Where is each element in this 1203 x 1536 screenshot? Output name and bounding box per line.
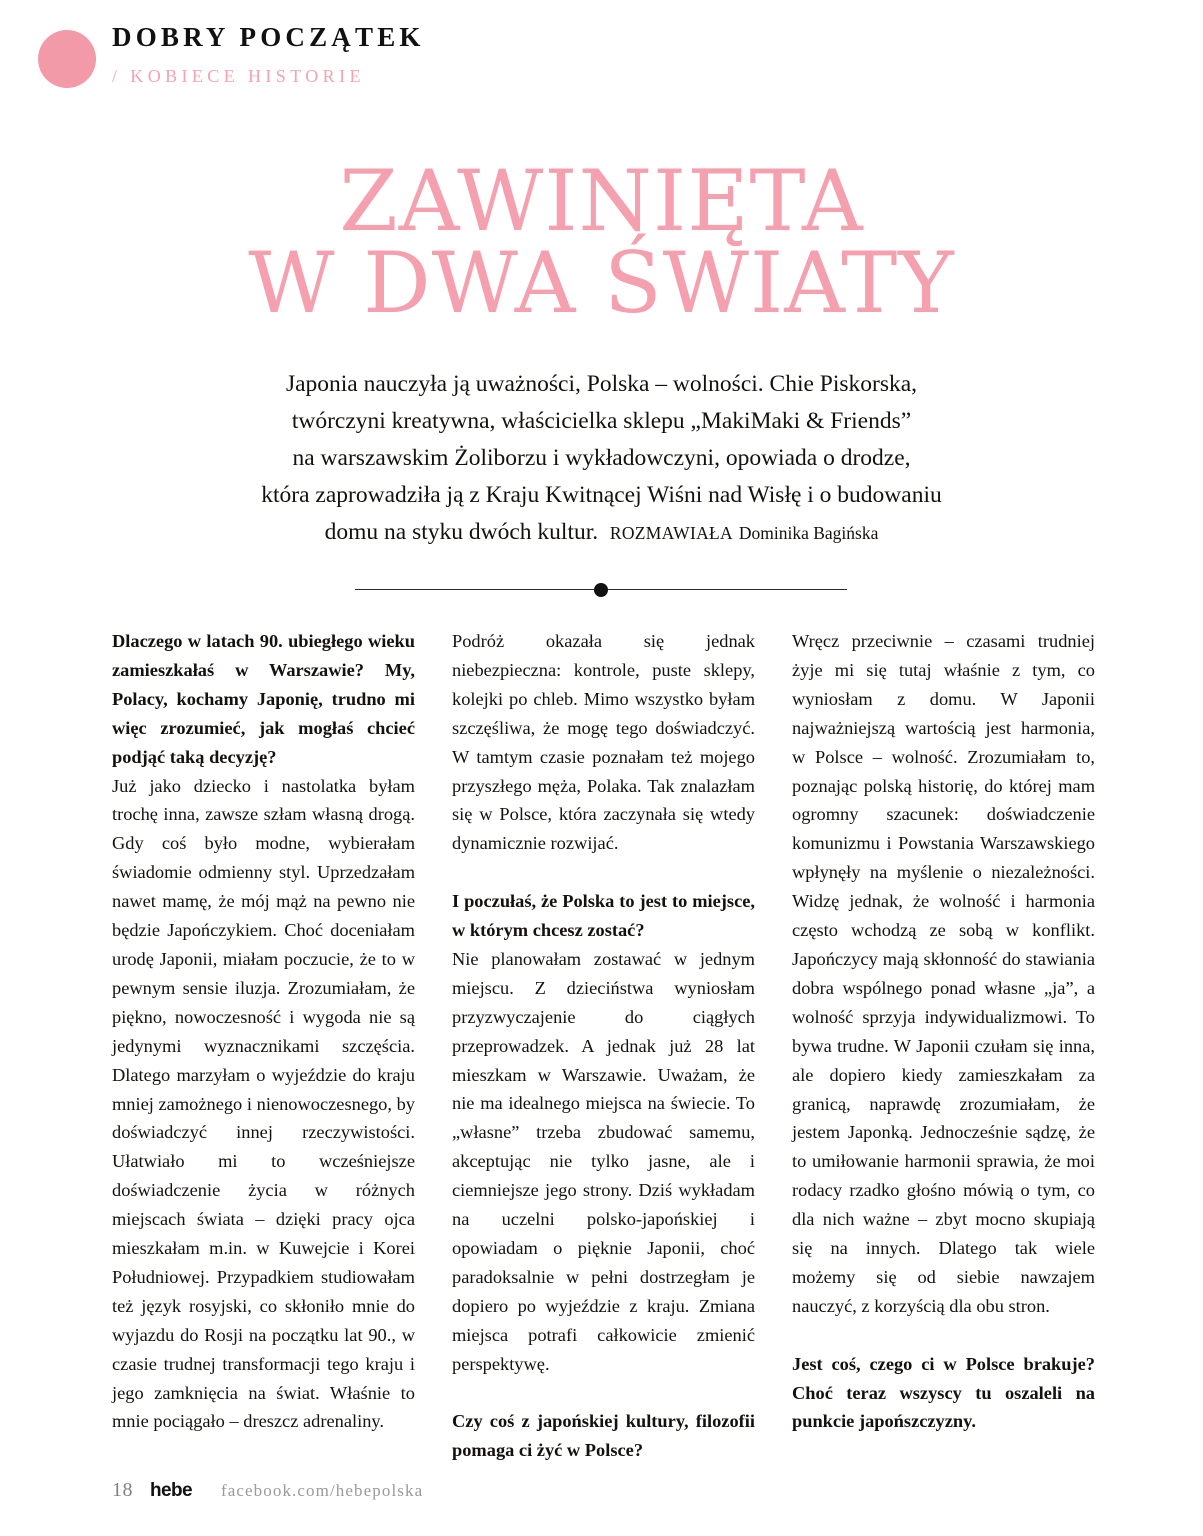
interview-question: Czy coś z japońskiej kultury, filozofii pomaga ci żyć w Polsce? (452, 1411, 755, 1461)
article-standfirst (150, 366, 1053, 552)
divider-dot-icon (594, 583, 608, 597)
interview-question: Dlaczego w latach 90. ubiegłego wieku zamieszkałaś w Warszawie? My, Polacy, kochamy Japonię, trudno mi więc zrozumieć, jak mogłaś chcieć podjąć taką decyzję? (112, 631, 415, 767)
brand-logo: hebe (150, 1480, 192, 1501)
byline-name: Dominika Bagińska (738, 523, 879, 543)
standfirst-line-5 (150, 514, 1053, 552)
article-title (0, 152, 1203, 333)
standfirst-line-4: która zaprowadziła ją z Kraju Kwitnącej Wiśni nad Wisłę i o budowaniu (261, 482, 942, 508)
standfirst-line-2: twórczyni kreatywna, właścicielka sklepu „MakiMaki & Friends” (291, 408, 912, 434)
article-body (112, 627, 1097, 1461)
interview-answer: Nie planowałam zostawać w jednym miejscu. Z dzieciństwa wyniosłam przyzwyczajenie do ciągłych przeprowadzek. A jednak już 28 lat mieszkam w Warszawie. Uważam, że nie ma idealnego miejsca na świecie. To „własne” trzeba zbudować samemu, akceptując nie tylko jasne, ale i ciemniejsze jego strony. Dziś wykładam na uczelni polsko-japońskiej i opowiadam o pięknie Japonii, choć paradoksalnie w pełni dostrzegłam je dopiero po wyjeździe z kraju. Zmiana miejsca potrafi całkowicie zmienić perspektywę. (452, 948, 755, 1374)
page-header (38, 24, 638, 114)
body-column-2 (452, 627, 755, 1461)
social-handle[interactable]: facebook.com/hebepolska (220, 1481, 424, 1500)
interview-answer: Podróż okazała się jednak niebezpieczna: kontrole, puste sklepy, kolejki po chleb. Mimo wszystko byłam szczęśliwa, że mogę tego doświadczyć. W tamtym czasie poznałam też mojego przyszłego męża, Polaka. Tak znalazłam się w Polsce, która zaczynała się wtedy dynamicznie rozwijać. (452, 631, 755, 854)
interview-answer: Już jako dziecko i nastolatka byłam trochę inna, zawsze szłam własną drogą. Gdy coś było modne, wybierałam świadomie odmienny styl. Uprzedzałam nawet mamę, że mój mąż na pewno nie będzie Japończykiem. Choć doceniałam urodę Japonii, miałam poczucie, że to w pewnym sensie iluzja. Zrozumiałam, że piękno, nowoczesność i wygoda nie są jedynymi wyznacznikami szczęścia. Dlatego marzyłam o wyjeździe do kraju mniej zamożnego i nienowoczesnego, by doświadczyć innej rzeczywistości. Ułatwiało mi to wcześniejsze doświadczenie życia w różnych miejscach świata – dzięki pracy ojca mieszkałam m.in. w Kuwejcie i Korei Południowej. Przypadkiem studiowałam też język rosyjski, co skłoniło mnie do wyjazdu do Rosji na początku lat 90., w czasie trudnej transformacji tego kraju i jego zamknięcia na świat. Właśnie to mnie pociągało – dreszcz adrenaliny. (112, 775, 415, 1432)
section-title: DOBRY POCZĄTEK (112, 22, 425, 52)
standfirst-line-3: na warszawskim Żoliborzu i wykładowczyni, opowiada o drodze, (292, 445, 911, 471)
standfirst-line-1: Japonia nauczyła ją uważności, Polska – wolności. Chie Piskorska, (285, 371, 918, 397)
subsection-title: / KOBIECE HISTORIE (112, 66, 365, 86)
page-footer (112, 1479, 423, 1502)
interview-question: Jest coś, czego ci w Polsce brakuje? Choć teraz wszyscy tu oszaleli na punkcie japońszczyzny. (792, 1353, 1095, 1432)
body-column-3 (792, 627, 1095, 1432)
byline-role: ROZMAWIAŁA (609, 523, 733, 543)
pink-circle-icon (38, 30, 96, 88)
kicker-text-group (112, 24, 425, 85)
page-number: 18 (112, 1479, 133, 1501)
article-title-line-2: W DWA ŚWIATY (248, 234, 955, 333)
interview-question: I poczułaś, że Polska to jest to miejsce, w którym chcesz zostać? (452, 891, 755, 941)
article-title-line-1: ZAWINIĘTA (339, 152, 864, 250)
body-column-1 (112, 627, 415, 1432)
standfirst-line-5-text: domu na styku dwóch kultur. (324, 519, 599, 545)
section-divider (355, 583, 847, 597)
interview-answer: Wręcz przeciwnie – czasami trudniej żyje mi się tutaj właśnie z tym, co wyniosłam z domu. W Japonii najważniejszą wartością jest harmonia, w Polsce – wolność. Zrozumiałam to, poznając polską historię, do której mam ogromny szacunek: doświadczenie komunizmu i Powstania Warszawskiego wpłynęły na myślenie o niezależności. Widzę jednak, że wolność i harmonia często wchodzą ze sobą w konflikt. Japończycy mają skłonność do stawiania dobra wspólnego ponad własne „ja”, a wolność sprzyja indywidualizmowi. To bywa trudne. W Japonii czułam się inna, ale dopiero kiedy zamieszkałam za granicą, naprawdę zrozumiałam, że jestem Japonką. Jednocześnie sądzę, że to umiłowanie harmonii sprawia, że moi rodacy rzadko głośno mówią o tym, co dla nich ważne – zbyt mocno skupiają się na innych. Dlatego tak wiele możemy się od siebie nawzajem nauczyć, z korzyścią dla obu stron. (792, 631, 1095, 1316)
